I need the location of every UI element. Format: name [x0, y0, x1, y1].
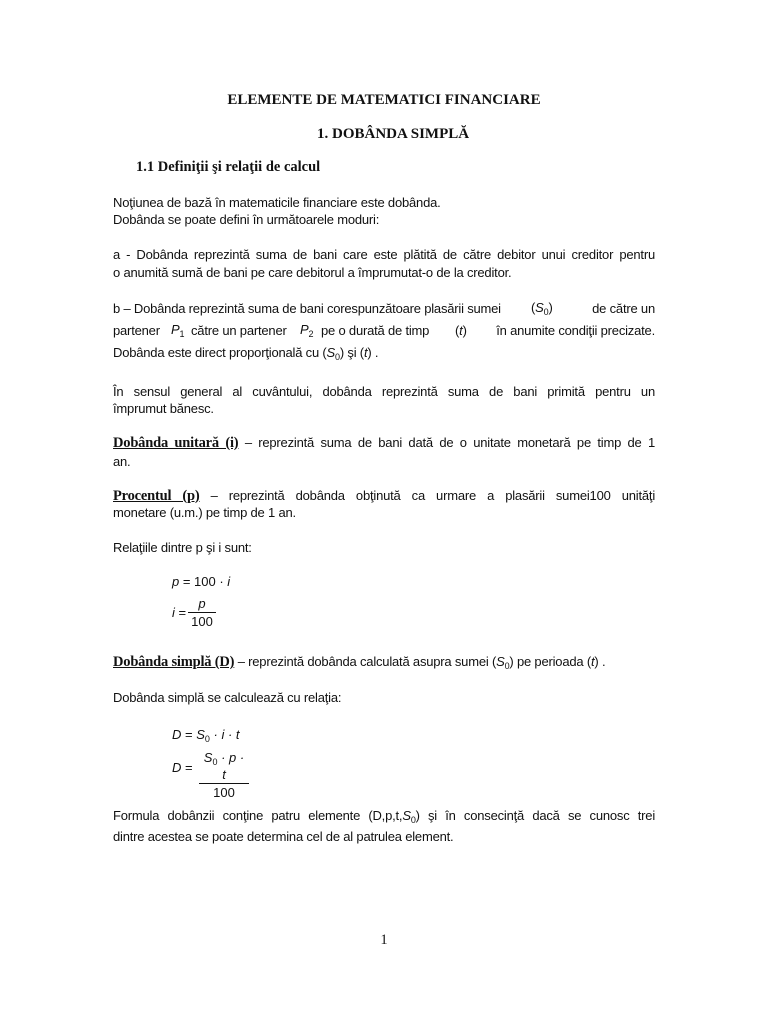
percent-line-1: Procentul (p) – reprezintă dobânda obţinută ca urmare a plasării sumei100 unităţi: [113, 488, 656, 504]
unit-interest-line-2: an.: [113, 454, 131, 469]
def-b-text: b – Dobânda reprezintă suma de bani corespunzătoare plasării sumei: [113, 301, 501, 316]
general-line-1: În sensul general al cuvântului, dobânda reprezintă suma de bani primită pentru un: [113, 384, 655, 399]
def-b-symbol-t: (t): [455, 323, 467, 338]
simple-interest-term: Dobânda simplă (D): [113, 654, 235, 670]
relations-intro: Relaţiile dintre p şi i sunt:: [113, 540, 252, 555]
formula-i: i =: [172, 605, 187, 620]
unit-interest-term: Dobânda unitară (i): [113, 435, 239, 451]
definition-a-line-2: o anumită sumă de bani pe care debitorul a împrumutat-o de la creditor.: [113, 265, 512, 280]
closing-line-1: Formula dobânzii conţine patru elemente $(D,p,t,S_0)$ şi în consecinţă dacă se cunosc trei: [113, 808, 656, 825]
calc-intro: Dobânda simplă se calculează cu relaţia:: [113, 690, 342, 705]
formula-d-percent: D =: [172, 760, 193, 775]
unit-interest-line-1: Dobânda unitară (i) – reprezintă suma de bani dată de o unitate monetară pe timp de 1: [113, 435, 655, 451]
simple-interest-definition: Dobânda simplă (D) – reprezintă dobânda calculată asupra sumei $(S_0)$ pe perioada (t) .: [113, 654, 606, 671]
definition-b-line-1: [113, 301, 655, 316]
def-b-symbol-s0: $(S_0)$: [531, 300, 553, 317]
def-b-symbol-p2: $P_2$: [300, 322, 314, 339]
percent-term: Procentul (p): [113, 488, 200, 504]
formula-i-fraction: $\frac{p}{100}$: [188, 596, 216, 629]
page-number: 1: [380, 932, 388, 948]
intro-line-1: Noţiunea de bază în matematicile financiare este dobânda.: [113, 195, 441, 210]
formula-d-fraction: $\frac{S_0 \cdot p \cdot t}{100}$: [199, 750, 249, 800]
formula-d-product: $D = S_0 \cdot i \cdot t$: [172, 727, 240, 744]
intro-line-2: Dobânda se poate defini în următoarele moduri:: [113, 212, 380, 227]
def-b-partner: partener: [113, 323, 160, 338]
definition-b-line-2: [113, 323, 655, 338]
definition-a-line-1: a - Dobânda reprezintă suma de bani care este plătită de către debitor unui creditor pentru: [113, 247, 655, 262]
def-b-conditions: în anumite condiţii precizate.: [496, 323, 655, 338]
section-heading: 1. DOBÂNDA SIMPLĂ: [317, 126, 470, 142]
general-line-2: împrumut bănesc.: [113, 401, 214, 416]
closing-line-2: dintre acestea se poate determina cel de al patrulea element.: [113, 829, 454, 844]
def-b-towards: către un partener: [191, 323, 287, 338]
def-b-duration: pe o durată de timp: [321, 323, 430, 338]
def-b-line1-end: de către un: [592, 301, 655, 316]
subsection-heading: 1.1 Definiţii şi relaţii de calcul: [136, 159, 321, 175]
percent-line-2: monetare (u.m.) pe timp de 1 an.: [113, 505, 296, 520]
def-b-symbol-p1: $P_1$: [171, 322, 185, 339]
document-title: ELEMENTE DE MATEMATICI FINANCIARE: [227, 92, 541, 108]
definition-b-line-3: Dobânda este direct proporţională cu $(S_0)$ şi (t) .: [113, 345, 379, 362]
formula-p: p = 100 · i: [172, 574, 231, 589]
